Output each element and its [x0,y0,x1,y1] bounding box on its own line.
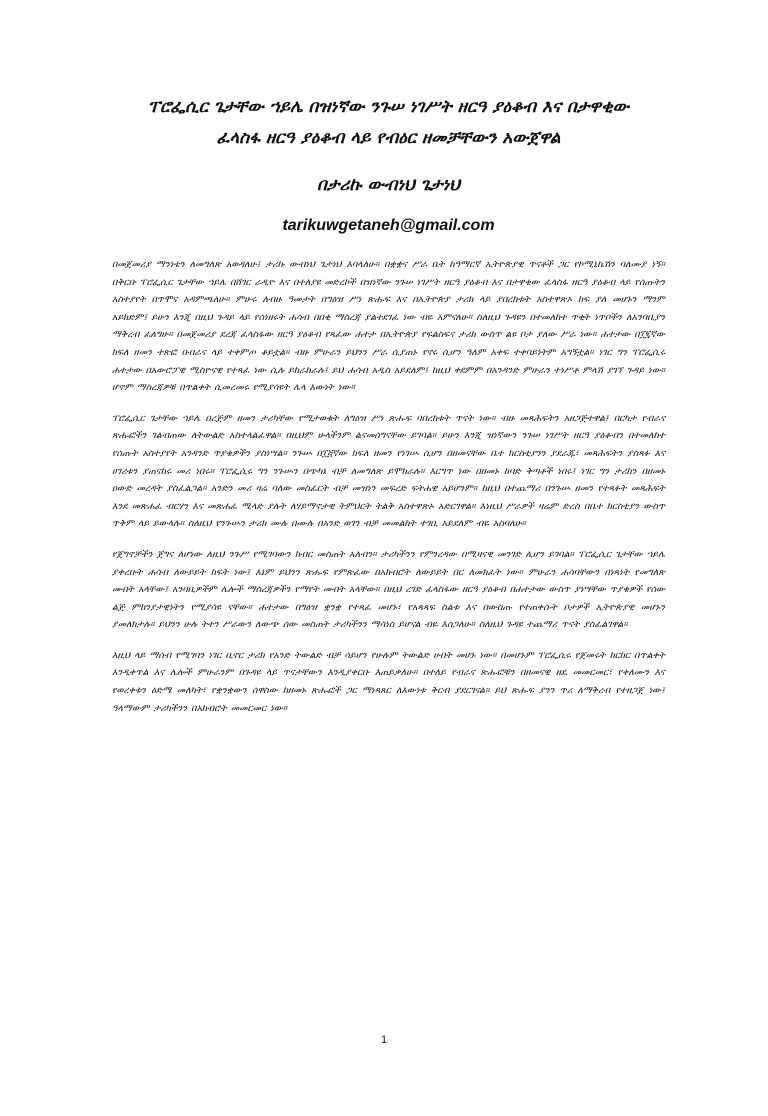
document-title [112,92,665,154]
document-page [0,92,768,1116]
title-line-2: ፈላስፋ ዘርዓ ያዕቆብ ላይ የብዕር ዘመቻቸውን አውጀዋል [216,128,561,148]
paragraph-4: እዚህ ላይ ማሰብ የሚገባን ነገር ቢኖር ታሪክ የአንድ ትውልድ ብቻ ሳይሆን የሁሉም ትውልድ ሀብት መሆኑ ነው። በመሆኑም ፐሮፌሲሩ የጀመሩት ክርክር በጥልቀት እንዲቀጥል እና ሌሎች ምሁራንም በጉዳዩ ላይ ጥናታቸውን እንዲያቀርቡ እጠይቃለሁ። በተለይ የብራና ጽሑፎቹን በዘመናዊ ዘዴ መመርመር፣ የቀለሙን እና የወረቀቱን ዕድሜ መለካት፣ የቋንቋውን ሰዋስው ከዘመኑ ጽሑፎች ጋር ማነጻጸር ለእውነቱ ቅርብ ያደርገናል። ይህ ጽሑፍ ያንን ጥሪ ለማቅረብ የተዘጋጀ ነው፤ ዓላማውም ታሪካችንን በአክብሮት መመርመር ነው። [112,649,665,714]
author-email[interactable]: tarikuwgetaneh@gmail.com [282,217,495,234]
author-name: በታሪኩ ውብነህ ጌታነህ [317,175,460,195]
paragraph-3: የጀግኖቻችን ጀግና ለሆነው ለዚህ ንጉሥ የሚገባውን ክብር መስጠት አለብን። ታሪካችንን የምንረዳው በሚዛናዊ መንገድ ሊሆን ይገባል። ፐሮፌሲር ጌታቸው ኀይሌ ያቀረቡት ሐሳብ ለውይይት ክፍት ነው፤ እኔም ይህንን ጽሑፍ የምጽፈው በአክብሮት ለውይይት በር ለመክፈት ነው። ምሁራን ሐሳባቸውን በነጻነት የመግለጽ መብት አላቸው፤ አንባቢዎችም ሌሎች ማስረጃዎችን የማየት መብት አላቸው። በዚህ ረገድ ፈላስፋው ዘርዓ ያዕቆብ በሐተታው ውስጥ ያነሣቸው ጥያቄዎች የሰው ልጅ ምክንያታዊነትን የሚያሳዩ ናቸው። ሐተታው በግዕዝ ቋንቋ የተጻፈ መሆኑ፣ የአጻጻፍ ስልቱ እና በውስጡ የተጠቀሱት ቦታዎች ኢትዮጵያዊ መሆኑን ያመለክታሉ። ይህንን ሁሉ ትተን ሥራውን ለውጭ ሰው መስጠት ታሪካችንን ማሳነስ ይሆናል ብዬ እሰጋለሁ። ስለዚህ ጉዳዩ ተጨማሪ ጥናት ያስፈልገዋል። [112,548,665,631]
paragraph-2: ፐሮፌሲር ጌታቸው ኀይሌ በረጅም ዘመን ታሪካቸው የሚታወቁት ለግዕዝ ሥነ ጽሑፍ ባበረከቱት ጥናት ነው። ብዙ መጻሕፍትን አዘጋጅተዋል፤ በርካታ የብራና ጽሑፎችን ገልብጠው ለትውልድ አስተላልፈዋል። በዚህም ሁላችንም ልናመሰግናቸው ይገባል። ይሁን እንጂ ዝነኛውን ንጉሠ ነገሥት ዘርዓ ያዕቆብን በተመለከተ የሰጡት አስተያየት አንዳንድ ጥያቄዎችን ያስነሣል። ንጉሡ በ፲፭ኛው ክፍለ ዘመን የነገሡ ሲሆን በዘመናቸው ቤተ ክርስቲያንን ያደራጁ፣ መጻሕፍትን ያስጻፉ እና ሀገሪቱን ያጠናከሩ መሪ ነበሩ። ፐሮፌሲሩ ግን ንጉሡን በጭካኔ ብቻ ለመግለጽ ይሞክራሉ። እርግጥ ነው በዘመኑ ከባድ ቅጣቶች ነበሩ፤ ነገር ግን ታሪክን በዘመኑ ዐውድ መረዳት ያስፈልጋል። አንድን መሪ ዛሬ ባለው መስፈርት ብቻ መዝነን መፍረድ ፍትሐዊ አይሆንም። ከዚህ በተጨማሪ በንጉሡ ዘመን የተጻፉት መጻሕፍት እንደ መጽሐፈ ብርሃን እና መጽሐፈ ሚላድ ያሉት ለሃይማኖታዊ ትምህርት ትልቅ አስተዋጽኦ አድርገዋል። እነዚህ ሥራዎች ዛሬም ድረስ በቤተ ክርስቲያን ውስጥ ጥቅም ላይ ይውላሉ። ስለዚህ የንጉሡን ታሪክ ሙሉ በሙሉ በአንድ ወገን ብቻ መመልከት ተገቢ አይደለም ብዬ አስባለሁ። [112,412,666,530]
paragraph-1: በመጀመሪያ ማንነቴን ለመግለጽ አወዳለሁ፤ ታሪኩ ውብነህ ጌታነህ እባላለሁ። በቋቋና ሥራ ቤት ከዓማርኛ ኢትዮጵያዊ ጥናቶች ጋር የኮሚኒኬሽን ባለሙያ ነኝ። በቅርቡ ፐሮፌሲር ጌታቸው ኀይሌ በሸገር ራዲዮ እና በተለያዩ መድረኮች በዝነኛው ንጉሠ ነገሥት ዘርዓ ያዕቆብ እና በታዋቂው ፈላስፋ ዘርዓ ያዕቆብ ላይ የሰጡትን አስተያየት በጥሞና አዳምጫለሁ። ምሁሩ ለብዙ ዓመታት በግዕዝ ሥነ ጽሑፍ እና በኢትዮጵያ ታሪክ ላይ ያበረከቱት አስተዋጽኦ ከፍ ያለ መሆኑን ማንም አይክድም፤ ይሁን እንጂ በዚህ ጉዳይ ላይ የሰነዘሩት ሐሳብ በበቂ ማስረጃ ያልተደገፈ ነው ብዬ አምናለሁ። ስለዚህ ጉዳዩን በተመለከተ ጥቂት ነጥቦችን ለአንባቢያን ማቅረብ ፈለግሁ። በመጀመሪያ ደረጃ ፈላስፋው ዘርዓ ያዕቆብ የጻፈው ሐተታ በኢትዮጵያ የፍልስፍና ታሪክ ውስጥ ልዩ ቦታ ያለው ሥራ ነው። ሐተታው በ፲፯ኛው ክፍለ ዘመን ተጽፎ በብራና ላይ ተቀምጦ ቆይቷል። ብዙ ምሁራን ይህንን ሥራ ሲያጠኑ የኖሩ ሲሆን ዓለም አቀፍ ተቀባይነትም አግኝቷል። ነገር ግን ፐሮፌሲሩ ሐተታው በአውሮፓዊ ሚስዮናዊ የተጻፈ ነው ሲሉ ይከራከራሉ፤ ይህ ሐሳብ አዲስ አይደለም፤ ከዚህ ቀደምም በአንዳንድ ምሁራን ተነሥቶ ምላሽ ያገኘ ጉዳይ ነው። ሆኖም ማስረጃዎቹ በጥልቀት ሲመረመሩ የሚያሳዩት ሌላ እውነት ነው። [112,259,665,394]
title-line-1: ፐሮፌሲር ጌታቸው ኀይሌ በዝነኛው ንጉሠ ነገሥት ዘርዓ ያዕቆብ እና በታዋቂው [148,97,629,117]
page-number: 1 [380,1034,388,1046]
article-body [112,256,665,717]
